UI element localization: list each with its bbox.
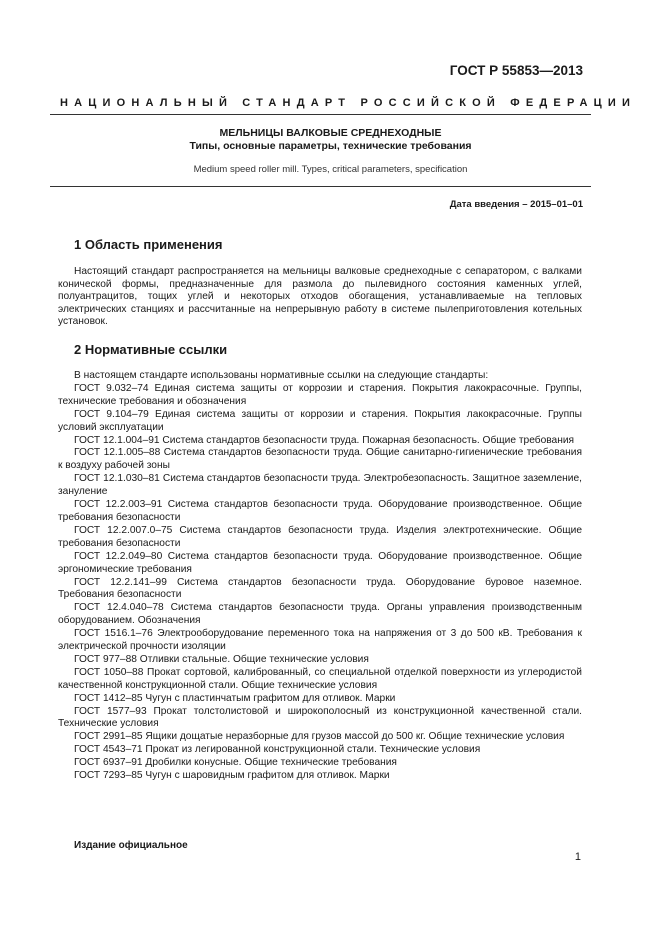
reference-item: ГОСТ 2991–85 Ящики дощатые неразборные для грузов массой до 500 кг. Общие технические условия: [74, 731, 565, 743]
section-1-body: [58, 266, 582, 329]
reference-item: ГОСТ 7293–85 Чугун с шаровидным графитом для отливок. Марки: [74, 770, 390, 782]
section-2-heading: 2 Нормативные ссылки: [74, 342, 228, 357]
reference-item: ГОСТ 12.2.007.0–75 Система стандартов безопасности труда. Изделия электротехнические. Общие требования безопасности: [58, 524, 582, 549]
national-standard-heading: НАЦИОНАЛЬНЫЙ СТАНДАРТ РОССИЙСКОЙ ФЕДЕРАЦИИ: [60, 97, 637, 109]
reference-item: ГОСТ 1516.1–76 Электрооборудование переменного тока на напряжения от 3 до 500 кВ. Требования к электрической прочности изоляции: [58, 628, 582, 653]
reference-item: ГОСТ 977–88 Отливки стальные. Общие технические условия: [74, 653, 369, 665]
title-divider: [50, 186, 591, 187]
reference-item: ГОСТ 1412–85 Чугун с пластинчатым графитом для отливок. Марки: [74, 692, 396, 704]
reference-item: ГОСТ 12.1.005–88 Система стандартов безопасности труда. Общие санитарно-гигиенические требования к воздуху рабочей зоны: [58, 447, 582, 472]
official-edition-note: Издание официальное: [74, 840, 188, 851]
reference-item: ГОСТ 12.2.049–80 Система стандартов безопасности труда. Оборудование производственное. Общие эргономические требования: [58, 550, 582, 575]
reference-item: ГОСТ 1050–88 Прокат сортовой, калиброванный, со специальной отделкой поверхности из углеродистой качественной конструкционной стали. Общие технические условия: [58, 666, 582, 691]
references-list: [58, 370, 582, 783]
reference-item: ГОСТ 12.1.030–81 Система стандартов безопасности труда. Электробезопасность. Защитное заземление, зануление: [58, 473, 582, 498]
reference-item: ГОСТ 1577–93 Прокат толстолистовой и широкополосный из конструкционной качественной стали. Технические условия: [58, 705, 582, 730]
page-number: 1: [574, 851, 581, 863]
standard-subtitle: Типы, основные параметры, технические требования: [189, 140, 472, 152]
reference-item: ГОСТ 12.4.040–78 Система стандартов безопасности труда. Органы управления производственным оборудованием. Обозначения: [58, 602, 582, 627]
reference-item: ГОСТ 4543–71 Прокат из легированной конструкционной стали. Технические условия: [74, 744, 481, 756]
references-intro: В настоящем стандарте использованы нормативные ссылки на следующие стандарты:: [74, 370, 489, 381]
section-1-heading: 1 Область применения: [74, 237, 223, 252]
reference-item: ГОСТ 9.104–79 Единая система защиты от коррозии и старения. Покрытия лакокрасочные. Группы условий эксплуатации: [58, 408, 582, 433]
header-divider: [50, 114, 591, 115]
section-1-paragraph: Настоящий стандарт распространяется на мельницы валковые среднеходные с сепаратором, с валками конической формы, предназначенные для размола до пылевидного состояния каменных углей, полуантрацитов, тощих углей и некоторых отходов обогащения, устанавливаемые на тепловых электрических станциях и рассчитанные на непрерывную работу в системе пылеприготовления котельных установок.: [58, 266, 582, 328]
english-title: Medium speed roller mill. Types, critical parameters, specification: [193, 164, 468, 175]
document-number: ГОСТ Р 55853—2013: [449, 63, 583, 78]
standard-title: МЕЛЬНИЦЫ ВАЛКОВЫЕ СРЕДНЕХОДНЫЕ: [219, 127, 442, 139]
reference-item: ГОСТ 9.032–74 Единая система защиты от коррозии и старения. Покрытия лакокрасочные. Группы, технические требования и обозначения: [58, 382, 582, 407]
reference-item: ГОСТ 6937–91 Дробилки конусные. Общие технические требования: [74, 757, 397, 769]
introduction-date: Дата введения – 2015–01–01: [449, 199, 583, 210]
reference-item: ГОСТ 12.2.141–99 Система стандартов безопасности труда. Оборудование буровое наземное. Требования безопасности: [58, 576, 582, 601]
reference-item: ГОСТ 12.1.004–91 Система стандартов безопасности труда. Пожарная безопасность. Общие требования: [74, 434, 575, 446]
reference-item: ГОСТ 12.2.003–91 Система стандартов безопасности труда. Оборудование производственное. Общие требования безопасности: [58, 499, 582, 523]
